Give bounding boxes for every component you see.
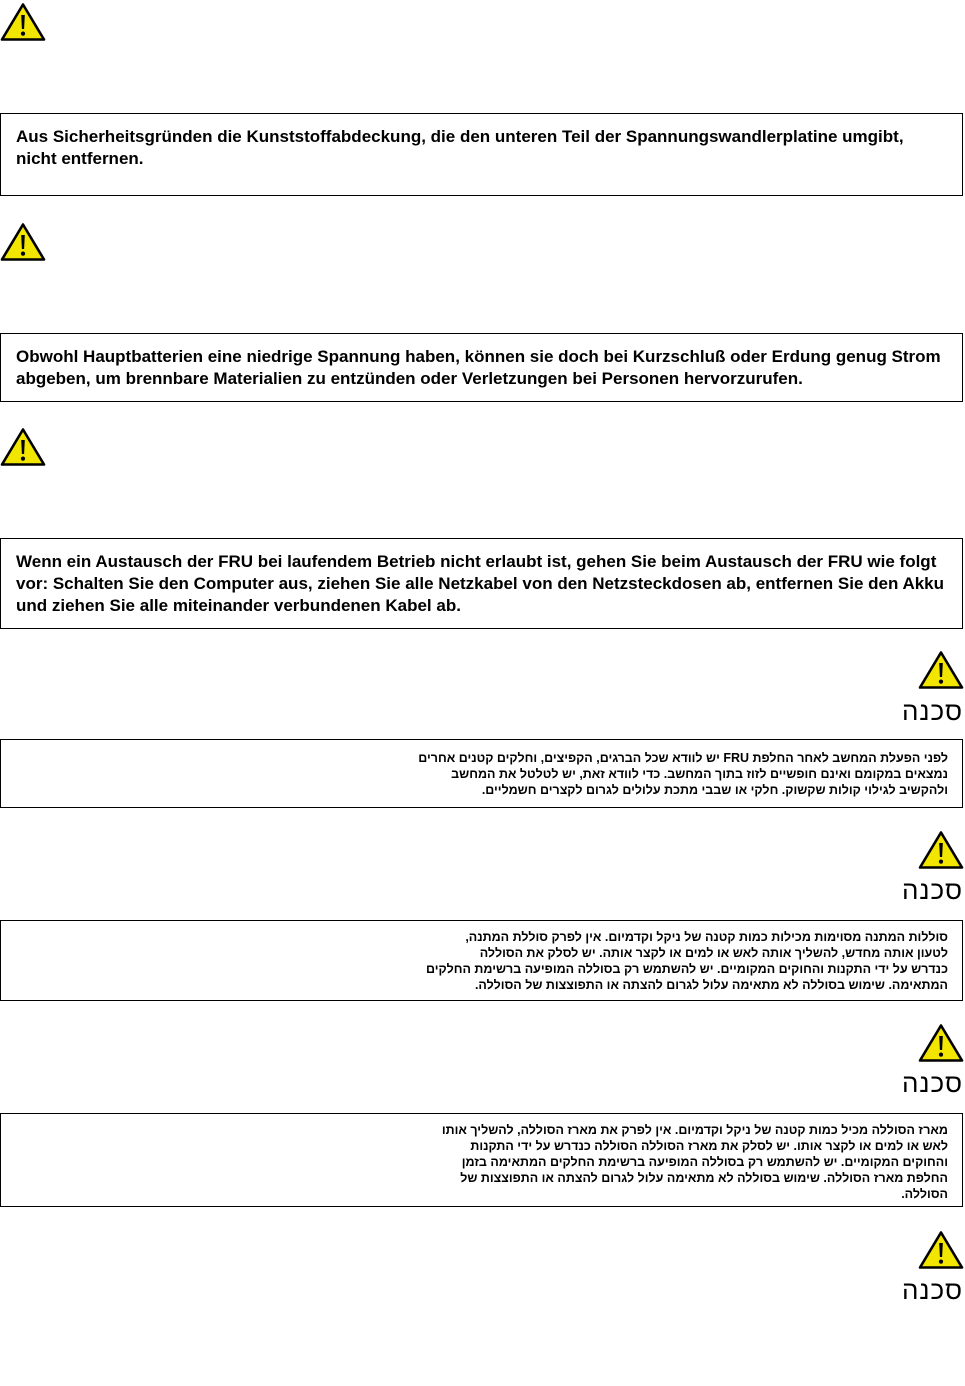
danger-text-line: הסוללה. [901, 1187, 948, 1201]
warning-box [0, 333, 963, 402]
warning-text: Wenn ein Austausch der FRU bei laufendem Betrieb nicht erlaubt ist, gehen Sie beim Austausch der FRU wie folgt vor: Schalten Sie den Computer aus, ziehen Sie alle Netzkabel von den Netzsteckdosen ab, entfernen Sie den Akku und ziehen Sie alle miteinander verbundenen Kabel ab. [16, 552, 945, 615]
danger-text-line: והחוקים המקומיים. יש להשתמש רק בסוללה המופיעה ברשימת החלקים המתאימה בזמן [461, 1155, 948, 1169]
warning-text: Aus Sicherheitsgründen die Kunststoffabdeckung, die den unteren Teil der Spannungswandlerplatine umgibt, nicht entfernen. [16, 127, 904, 168]
warning-triangle-icon [0, 427, 46, 467]
danger-label: סכנה [901, 875, 963, 905]
warning-text: Obwohl Hauptbatterien eine niedrige Spannung haben, können sie doch bei Kurzschluß oder Erdung genug Strom abgeben, um brennbare Materialien zu entzünden oder Verletzungen bei Personen hervorzurufen. [16, 347, 941, 388]
warning-triangle-icon [918, 650, 964, 690]
danger-text-line: החלפת מארז הסוללה. שימוש בסוללה לא מתאימה עלול לגרום להצתה או התפוצצות של [460, 1171, 948, 1185]
danger-label: סכנה [901, 1275, 963, 1305]
warning-triangle-icon [0, 2, 46, 42]
danger-text-line: ולהקשיב לגילוי קולות שקשוק. חלקי או שבבי מתכת עלולים לגרום לקצרים חשמליים. [481, 783, 948, 797]
danger-text-line: המתאימה. שימוש בסוללה לא מתאימה עלול לגרום להצתה או התפוצצות של הסוללה. [474, 978, 948, 992]
danger-box [0, 739, 963, 808]
danger-text-line: נמצאים במקומם ואינם חופשיים לזוז בתוך המחשב. כדי לוודא זאת, יש לטלטל את המחשב [451, 767, 948, 781]
danger-text-line: מארז הסוללה מכיל כמות קטנה של ניקל וקדמיום. אין לפרק את מארז הסוללה, להשליך אותו [441, 1123, 948, 1137]
danger-text-line: כנדרש על ידי התקנות והחוקים המקומיים. יש להשתמש רק בסוללה המופיעה ברשימת החלקים [426, 962, 948, 976]
danger-box [0, 920, 963, 1001]
danger-text-line: סוללות המתנה מסוימות מכילות כמות קטנה של ניקל וקדמיום. אין לפרק סוללת המתנה, [465, 930, 948, 944]
warning-triangle-icon [918, 1230, 964, 1270]
warning-triangle-icon [918, 1023, 964, 1063]
danger-text-line: לטעון אותה מחדש, להשליך אותה לאש או למים או לקצר אותה. יש לסלק את הסוללה [479, 946, 948, 960]
warning-box [0, 113, 963, 196]
danger-text-line: לפני הפעלת המחשב לאחר החלפת FRU יש לוודא שכל הברגים, הקפיצים, וחלקים קטנים אחרים [418, 751, 948, 765]
warning-box [0, 538, 963, 629]
danger-box [0, 1113, 963, 1207]
danger-label: סכנה [901, 1068, 963, 1098]
warning-triangle-icon [0, 222, 46, 262]
danger-label: סכנה [901, 696, 963, 726]
danger-text-line: לאש או למים או לקצר אותו. יש לסלק את מארז הסוללה הסוללה כנדרש על ידי התקנות [470, 1139, 948, 1153]
warning-triangle-icon [918, 830, 964, 870]
